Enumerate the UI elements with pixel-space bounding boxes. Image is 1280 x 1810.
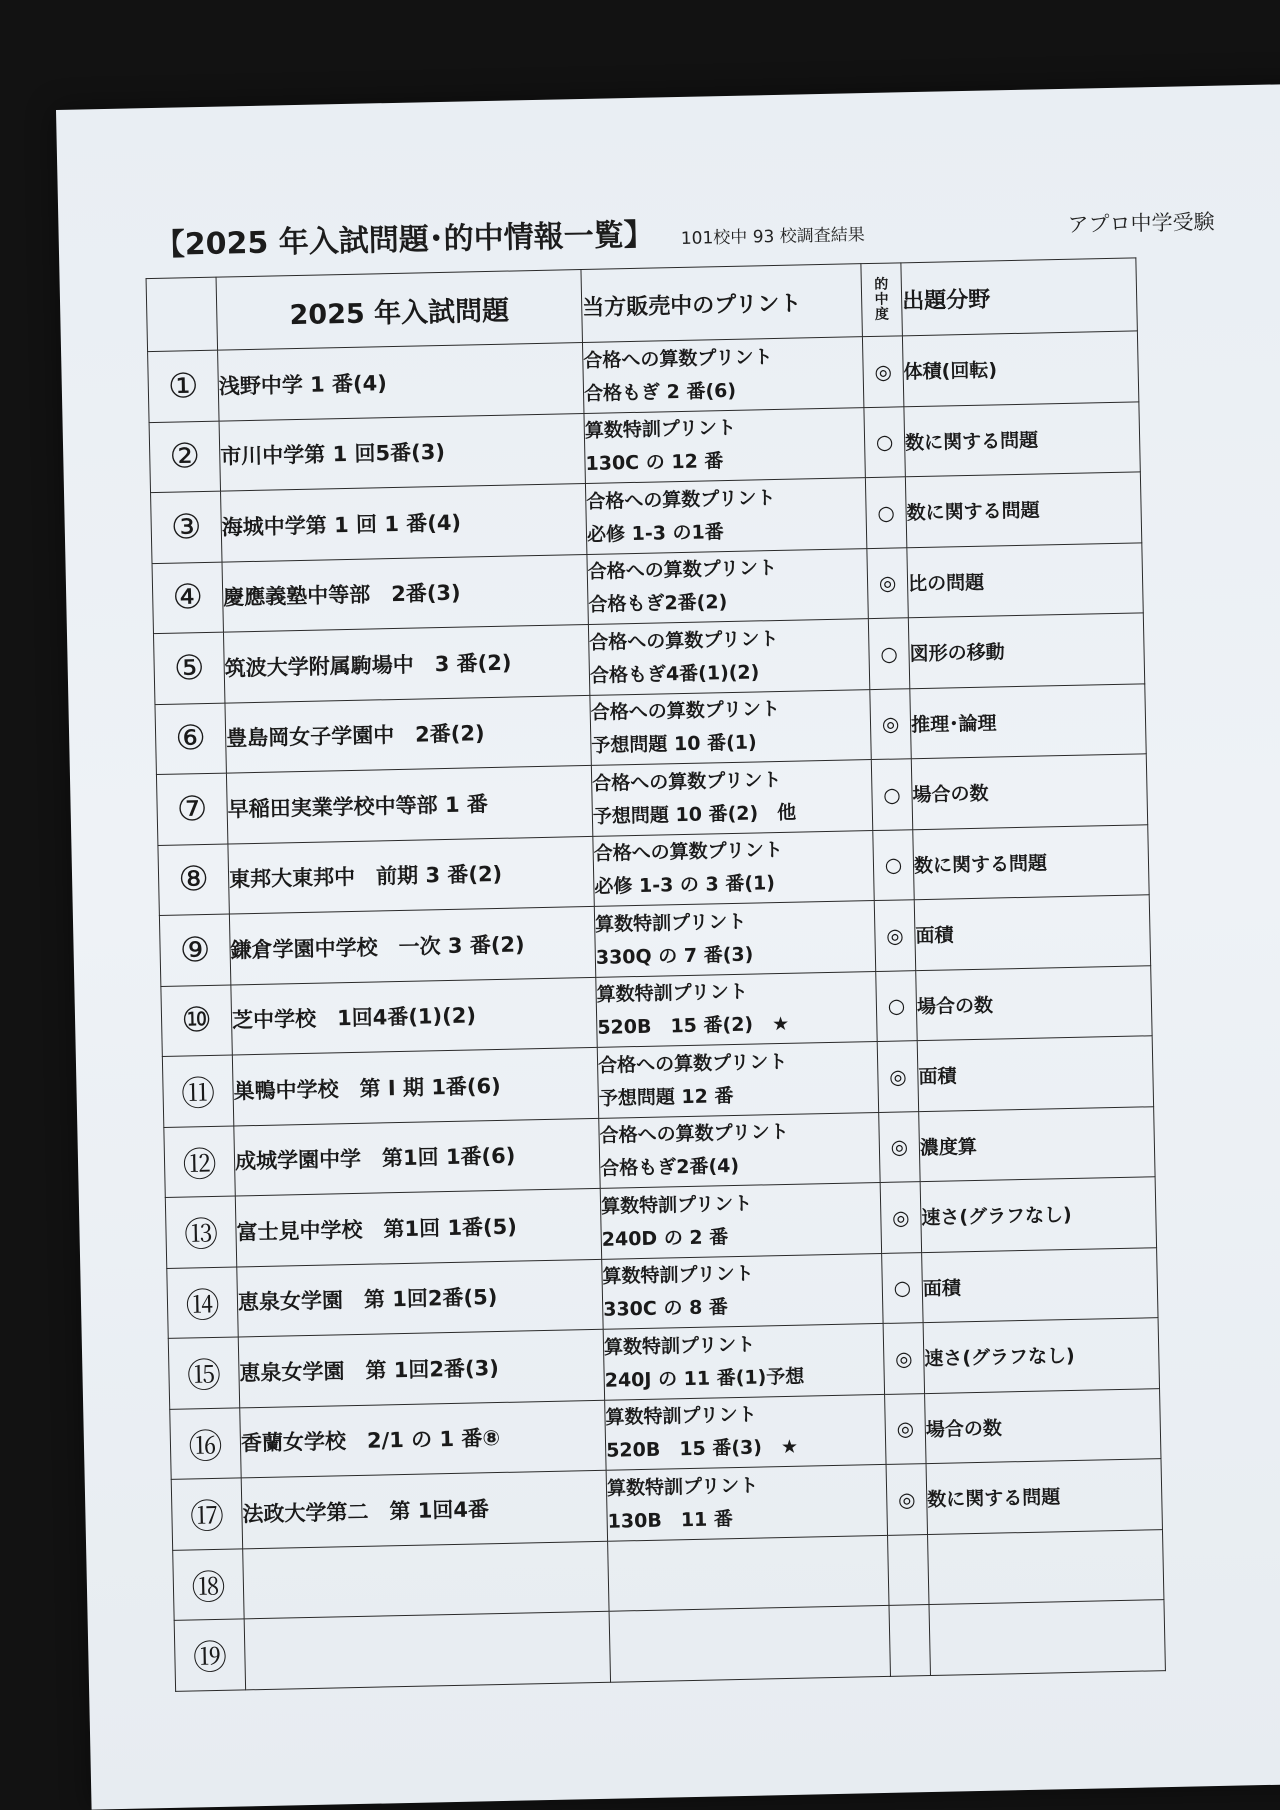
print-reference	[597, 1042, 878, 1118]
exam-problem: 富士見中学校 第1回 1番(5)	[235, 1188, 601, 1266]
row-number: ⑮	[168, 1337, 239, 1409]
print-reference	[591, 760, 872, 836]
print-title: 合格への算数プリント	[593, 839, 784, 866]
print-detail: 130B 11 番	[607, 1507, 734, 1533]
exam-problem: 海城中学第 1 回 1 番(4)	[221, 483, 587, 561]
exam-problem	[244, 1611, 610, 1689]
print-detail: 240J の 11 番(1)予想	[604, 1365, 805, 1392]
print-reference	[587, 548, 868, 624]
exam-problem: 巣鴨中学校 第 I 期 1番(6)	[232, 1047, 598, 1125]
accuracy-mark: ◎	[885, 1393, 926, 1464]
results-table	[146, 257, 1166, 1691]
exam-problem: 豊島岡女子学園中 2番(2)	[225, 695, 591, 773]
print-reference	[584, 407, 865, 483]
row-number: ⑧	[158, 844, 229, 916]
row-number: ⑫	[164, 1125, 235, 1197]
print-reference	[600, 1182, 881, 1258]
print-title: 算数特訓プリント	[602, 1262, 755, 1289]
print-detail	[610, 1641, 890, 1680]
print-title: 算数特訓プリント	[584, 417, 737, 443]
accuracy-mark: ◎	[880, 1182, 921, 1253]
print-detail: 必修 1-3 の 3 番(1)	[594, 872, 776, 899]
problem-category	[929, 1600, 1165, 1675]
accuracy-mark: ◎	[877, 1041, 918, 1112]
problem-category: 数に関する問題	[904, 401, 1140, 476]
print-reference	[593, 830, 874, 906]
accuracy-mark: ◎	[879, 1111, 920, 1182]
table-body	[148, 331, 1166, 1691]
row-number: ⑯	[170, 1407, 241, 1479]
accuracy-mark: ◎	[886, 1464, 927, 1535]
print-detail: 520B 15 番(3) ★	[605, 1436, 799, 1463]
exam-problem	[243, 1541, 609, 1619]
row-number: ②	[149, 421, 220, 493]
paper-sheet	[56, 83, 1280, 1810]
accuracy-mark: ◎	[867, 547, 908, 618]
exam-problem: 法政大学第二 第 1回4番	[241, 1470, 607, 1548]
print-title: 合格への算数プリント	[591, 768, 782, 795]
organization-name: アプロ中学受験	[1067, 209, 1215, 237]
row-number: ③	[151, 491, 222, 563]
exam-problem: 芝中学校 1回4番(1)(2)	[231, 977, 597, 1055]
print-reference	[599, 1112, 880, 1188]
problem-category: 速さ(グラフなし)	[920, 1177, 1156, 1252]
problem-category: 体積(回転)	[902, 331, 1138, 406]
header-exam: 2025 年入試問題	[216, 270, 582, 351]
row-number: ⑦	[156, 773, 227, 845]
row-number: ⑬	[165, 1196, 236, 1268]
header-print: 当方販売中のプリント	[581, 264, 862, 343]
header-category: 出題分野	[901, 258, 1137, 336]
problem-category: 面積	[917, 1036, 1153, 1111]
document-title: 【2025 年入試問題･的中情報一覧】	[154, 217, 655, 263]
exam-problem: 早稲田実業学校中等部 1 番	[226, 765, 592, 843]
accuracy-mark	[889, 1605, 930, 1676]
problem-category: 図形の移動	[908, 613, 1144, 688]
print-reference	[588, 619, 869, 695]
print-title: 合格への算数プリント	[599, 1121, 790, 1148]
accuracy-mark: ○	[864, 406, 905, 477]
print-reference	[603, 1323, 884, 1399]
problem-category: 数に関する問題	[905, 472, 1141, 547]
header-accuracy-char: 的	[874, 276, 889, 293]
print-detail: 合格もぎ2番(2)	[588, 591, 728, 617]
accuracy-mark: ○	[868, 618, 909, 689]
print-title: 算数特訓プリント	[603, 1333, 756, 1359]
print-title: 算数特訓プリント	[594, 910, 747, 936]
print-detail: 合格もぎ 2 番(6)	[583, 379, 737, 405]
exam-problem: 鎌倉学園中学校 一次 3 番(2)	[229, 906, 595, 984]
print-detail: 予想問題 12 番	[598, 1084, 734, 1110]
problem-category: 濃度算	[919, 1106, 1155, 1181]
print-title: 合格への算数プリント	[587, 557, 778, 584]
accuracy-mark: ○	[865, 477, 906, 548]
exam-problem: 筑波大学附属駒場中 3 番(2)	[223, 624, 589, 702]
accuracy-mark	[888, 1534, 929, 1605]
print-detail: 予想問題 10 番(2) 他	[592, 801, 797, 828]
accuracy-mark: ◎	[883, 1323, 924, 1394]
exam-problem: 市川中学第 1 回5番(3)	[219, 413, 585, 491]
row-number: ⑲	[174, 1619, 245, 1691]
print-detail: 130C の 12 番	[585, 450, 724, 476]
problem-category: 面積	[922, 1247, 1158, 1322]
print-detail: 330C の 8 番	[603, 1296, 729, 1322]
survey-summary: 101校中 93 校調査結果	[680, 225, 865, 249]
accuracy-mark: ◎	[874, 900, 915, 971]
row-number: ④	[152, 562, 223, 634]
problem-category: 場合の数	[916, 965, 1152, 1040]
exam-problem: 慶應義塾中等部 2番(3)	[222, 554, 588, 632]
print-title: 合格への算数プリント	[586, 486, 776, 513]
problem-category: 数に関する問題	[913, 824, 1149, 899]
exam-problem: 浅野中学 1 番(4)	[218, 343, 584, 421]
accuracy-mark: ○	[882, 1252, 923, 1323]
print-title: 算数特訓プリント	[606, 1474, 759, 1500]
print-title: 算数特訓プリント	[600, 1192, 753, 1218]
problem-category: 場合の数	[925, 1388, 1161, 1463]
exam-problem: 成城学園中学 第1回 1番(6)	[234, 1118, 600, 1196]
row-number: ⑱	[173, 1548, 244, 1620]
print-title: 算数特訓プリント	[596, 980, 749, 1007]
row-number: ①	[148, 350, 219, 422]
print-detail: 合格もぎ2番(4)	[600, 1155, 740, 1181]
print-reference	[609, 1605, 890, 1681]
print-title: 合格への算数プリント	[589, 627, 779, 654]
row-number: ⑰	[171, 1478, 242, 1550]
print-detail: 合格もぎ4番(1)(2)	[589, 661, 760, 687]
print-title: 合格への算数プリント	[597, 1050, 788, 1077]
print-detail: 必修 1-3 の1番	[586, 520, 724, 546]
print-detail: 520B 15 番(2) ★	[597, 1013, 790, 1040]
accuracy-mark: ◎	[870, 688, 911, 759]
row-number: ⑩	[161, 985, 232, 1057]
row-number: ⑭	[167, 1266, 238, 1338]
exam-problem: 東邦大東邦中 前期 3 番(2)	[228, 836, 594, 914]
problem-category: 推理･論理	[910, 683, 1146, 758]
header-accuracy-char: 中	[874, 291, 889, 308]
row-number: ⑥	[155, 703, 226, 775]
print-detail: 予想問題 10 番(1)	[591, 731, 757, 758]
print-detail: 240D の 2 番	[601, 1225, 729, 1251]
accuracy-mark: ○	[876, 970, 917, 1041]
print-reference	[594, 901, 875, 977]
print-reference	[585, 478, 866, 554]
print-detail	[609, 1570, 889, 1609]
accuracy-mark: ○	[871, 759, 912, 830]
exam-problem: 香蘭女学校 2/1 の 1 番⑧	[240, 1400, 606, 1478]
header-number	[146, 277, 218, 351]
print-title: 合格への算数プリント	[583, 345, 773, 372]
print-detail: 330Q の 7 番(3)	[595, 943, 754, 969]
print-reference	[590, 689, 871, 765]
print-reference	[608, 1535, 889, 1611]
print-reference	[582, 337, 863, 413]
print-reference	[602, 1253, 883, 1329]
print-reference	[605, 1394, 886, 1470]
header-accuracy-char: 度	[874, 306, 890, 323]
problem-category: 速さ(グラフなし)	[923, 1318, 1159, 1393]
print-reference	[596, 971, 877, 1047]
row-number: ⑪	[162, 1055, 233, 1127]
problem-category: 面積	[914, 895, 1150, 970]
row-number: ⑤	[153, 632, 224, 704]
print-title: 合格への算数プリント	[590, 698, 781, 725]
header-accuracy	[861, 263, 903, 337]
problem-category: 比の問題	[907, 542, 1143, 617]
accuracy-mark: ◎	[862, 336, 903, 407]
print-title: 算数特訓プリント	[605, 1403, 757, 1430]
problem-category: 数に関する問題	[926, 1459, 1162, 1534]
exam-problem: 恵泉女学園 第 1回2番(5)	[237, 1259, 603, 1337]
problem-category	[928, 1529, 1164, 1604]
exam-problem: 恵泉女学園 第 1回2番(3)	[238, 1329, 604, 1407]
problem-category: 場合の数	[911, 754, 1147, 829]
row-number: ⑨	[159, 914, 230, 986]
accuracy-mark: ○	[873, 829, 914, 900]
print-reference	[606, 1464, 887, 1540]
